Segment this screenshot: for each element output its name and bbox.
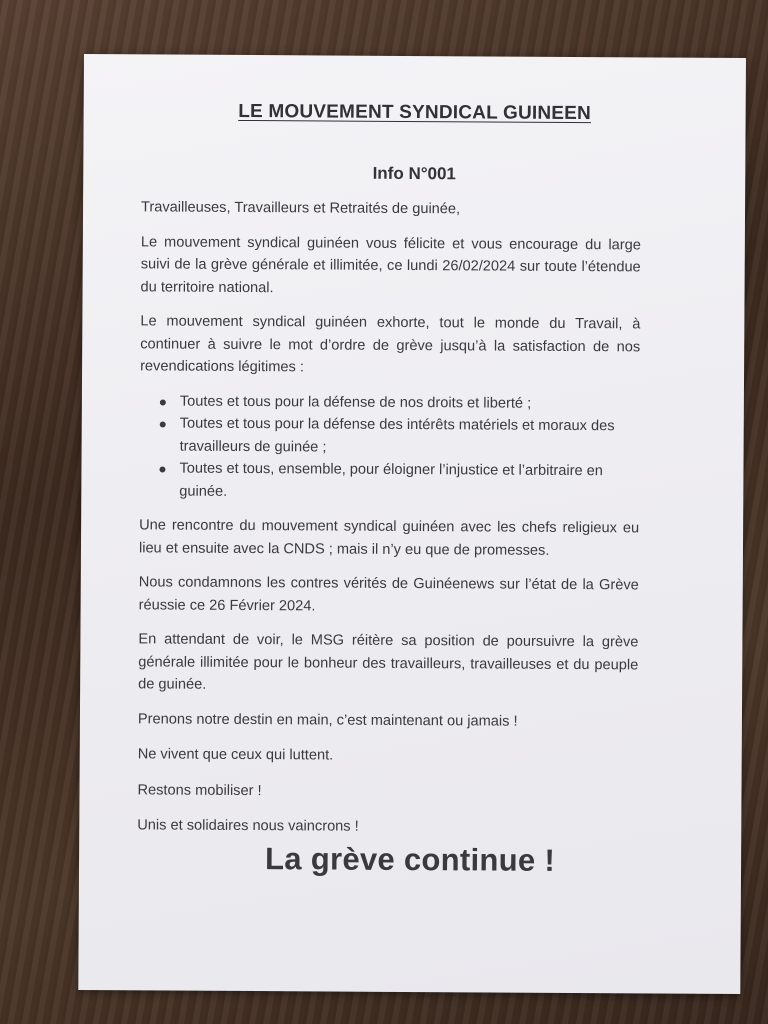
greeting: Travailleuses, Travailleurs et Retraités de guinée, xyxy=(141,199,461,218)
paragraph-congratulation: Le mouvement syndical guinéen vous félicite et vous encourage du large suivi de la grève générale et illimitée, ce lundi 26/02/2024 sur toute l’étendue du territoire national. xyxy=(140,233,641,296)
bullet-icon xyxy=(160,399,166,405)
list-item xyxy=(180,413,640,461)
slogan-line: Ne vivent que ceux qui luttent. xyxy=(137,746,334,764)
document-title: LE MOUVEMENT SYNDICAL GUINEEN xyxy=(238,100,592,125)
list-item xyxy=(180,390,640,415)
bullet-icon xyxy=(160,421,166,427)
paragraph-meeting: Une rencontre du mouvement syndical guinéen avec les chefs religieux eu lieu et ensuite avec la CNDS ; mais il n’y eu que de promesses. xyxy=(138,517,640,559)
closing-slogan: La grève continue ! xyxy=(265,841,556,878)
demands-list xyxy=(139,390,640,506)
slogan-line: Unis et solidaires nous vaincrons ! xyxy=(137,817,359,835)
info-heading: Info N°001 xyxy=(372,163,456,184)
paragraph-position: En attendant de voir, le MSG réitère sa position de poursuivre la grève générale illimitée pour le bonheur des travailleurs, travailleuses et du peuple de guinée. xyxy=(138,631,639,693)
paragraph-exhortation: Le mouvement syndical guinéen exhorte, tout le monde du Travail, à continuer à suivre le mot d’ordre de grève jusqu’à la satisfaction de nos revendications légitimes : xyxy=(140,313,641,376)
list-item-text: Toutes et tous, ensemble, pour éloigner l’injustice et l’arbitraire en guinée. xyxy=(179,460,603,500)
slogan-line: Prenons notre destin en main, c’est maintenant ou jamais ! xyxy=(137,710,518,730)
document-body xyxy=(137,196,641,853)
paper-sheet xyxy=(78,54,746,994)
slogans xyxy=(137,708,638,840)
list-item-text: Toutes et tous pour la défense de nos droits et liberté ; xyxy=(179,393,532,412)
paragraph-condemnation: Nous condamnons les contres vérités de Guinéenews sur l’état de la Grève réussie ce 26 Février 2024. xyxy=(138,574,639,614)
slogan-line: Restons mobiliser ! xyxy=(137,781,262,799)
bullet-icon xyxy=(159,466,165,472)
list-item-text: Toutes et tous pour la défense des intérêts matériels et moraux des travailleurs de guinée ; xyxy=(179,415,615,455)
list-item xyxy=(179,458,639,506)
